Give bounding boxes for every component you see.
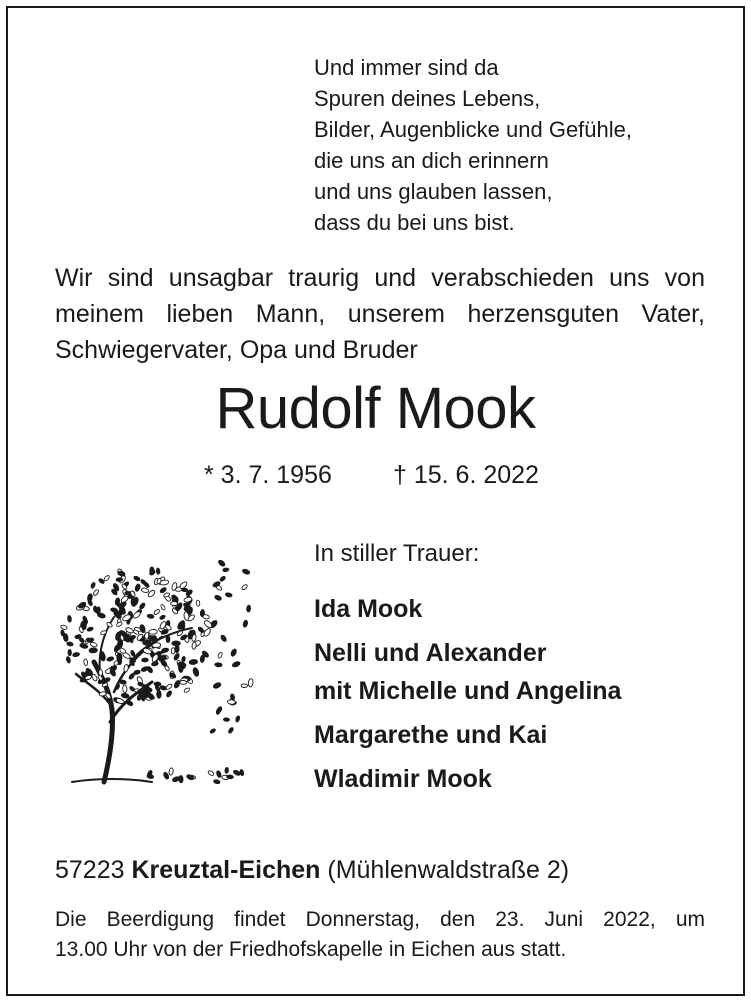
death-date: † 15. 6. 2022 (393, 461, 539, 489)
poem-line: dass du bei uns bist. (314, 210, 515, 235)
deceased-name: Rudolf Mook (215, 376, 536, 441)
mourner-entry (314, 634, 621, 710)
funeral-line: Die Beerdigung findet Donnerstag, den 23. Juni 2022, um (55, 908, 705, 931)
poem-line: Bilder, Augenblicke und Gefühle, (314, 117, 633, 142)
mourner-entry (314, 590, 621, 628)
birth-date: * 3. 7. 1956 (204, 461, 332, 489)
poem-line: die uns an dich erinnern (314, 148, 549, 173)
mourner-entry (314, 760, 621, 798)
funeral-info (55, 905, 705, 965)
mourner-name: Ida Mook (314, 595, 423, 623)
mourning-heading: In stiller Trauer: (314, 540, 480, 567)
poem (314, 52, 632, 238)
funeral-line: 13.00 Uhr von der Friedhofskapelle in Eichen aus statt. (55, 938, 567, 961)
intro-line: Wir sind unsagbar traurig und verabschieden uns von (55, 264, 705, 292)
address-street: (Mühlenwaldstraße 2) (327, 856, 570, 884)
mourner-name: Margarethe und Kai (314, 721, 548, 749)
tree-with-falling-leaves-icon (52, 542, 262, 792)
intro-line: Schwiegervater, Opa und Bruder (55, 336, 418, 364)
address-zip: 57223 (55, 856, 125, 884)
intro-text (55, 260, 705, 368)
mourner-name: Nelli und Alexander (314, 639, 547, 667)
address-city: Kreuztal-Eichen (131, 856, 321, 884)
mourner-entry (314, 716, 621, 754)
poem-line: und uns glauben lassen, (314, 179, 553, 204)
mourner-name: Wladimir Mook (314, 765, 492, 793)
address (55, 855, 569, 885)
poem-line: Und immer sind da (314, 55, 499, 80)
obituary-notice (6, 6, 745, 996)
poem-line: Spuren deines Lebens, (314, 86, 541, 111)
mourner-list (314, 590, 621, 804)
mourner-name: mit Michelle und Angelina (314, 677, 622, 705)
intro-line: meinem lieben Mann, unserem herzensguten Vater, (55, 300, 705, 328)
